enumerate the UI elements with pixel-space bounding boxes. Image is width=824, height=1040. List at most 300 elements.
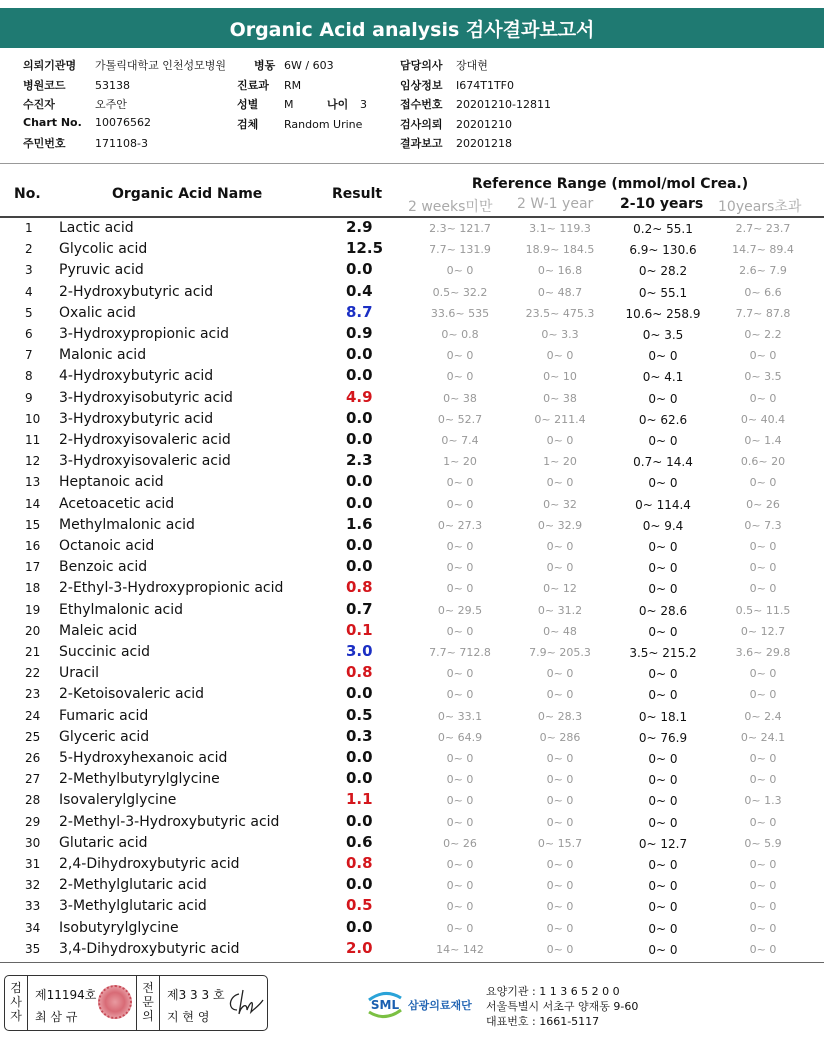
ref-range-2-10y: 0~ 0 [648, 582, 678, 597]
row-number: 8 [25, 369, 33, 384]
ref-range-2w-1y: 0~ 0 [546, 921, 574, 935]
ref-range-10y-plus: 0~ 0 [749, 900, 777, 914]
ref-range-10y-plus: 0~ 0 [749, 391, 777, 405]
ref-range-2weeks: 0~ 33.1 [437, 709, 483, 723]
ref-range-2weeks: 0~ 0 [446, 370, 474, 384]
row-number: 14 [25, 496, 41, 511]
table-row [0, 387, 824, 408]
ref-range-2w-1y: 23.5~ 475.3 [525, 306, 595, 320]
ref-range-2-10y: 0~ 0 [648, 349, 678, 364]
ref-range-2w-1y: 0~ 0 [546, 879, 574, 893]
table-row [0, 450, 824, 471]
row-number: 34 [25, 920, 41, 935]
ref-range-10y-plus: 0~ 0 [749, 879, 777, 893]
ref-range-2weeks: 0~ 0.8 [441, 328, 479, 341]
result-value: 0.5 [346, 705, 373, 724]
result-value: 2.9 [346, 218, 373, 236]
result-value: 0.0 [346, 345, 373, 364]
table-row [0, 620, 824, 641]
result-value: 0.0 [346, 472, 373, 491]
ref-range-2w-1y: 0~ 0 [546, 794, 574, 808]
table-row [0, 344, 824, 365]
ref-range-10y-plus: 0~ 0 [749, 582, 777, 596]
divider [159, 976, 160, 1030]
ref-range-2weeks: 0~ 7.4 [441, 434, 479, 447]
ref-range-2-10y: 0~ 0 [648, 752, 678, 766]
row-number: 6 [25, 327, 33, 341]
row-number: 13 [25, 475, 41, 490]
ref-range-2weeks: 0~ 0 [446, 688, 474, 702]
ref-range-10y-plus: 0~ 0 [749, 942, 777, 956]
ref-range-2w-1y: 1~ 20 [543, 455, 577, 469]
row-number: 35 [25, 941, 41, 956]
table-row [0, 365, 824, 386]
result-value: 1.1 [346, 790, 373, 809]
ref-range-2weeks: 7.7~ 131.9 [429, 243, 491, 257]
row-number: 30 [25, 835, 41, 850]
acid-name: 5-Hydroxyhexanoic acid [59, 750, 228, 766]
examiner-label: 검 사 자 [10, 981, 22, 1023]
ref-range-2-10y: 0~ 0 [648, 688, 678, 703]
table-row [0, 726, 824, 747]
ref-range-2-10y: 0~ 28.2 [638, 264, 688, 279]
resident-number: 주민번호 171108-3 [23, 137, 148, 150]
specialist-label: 전 문 의 [142, 981, 154, 1023]
table-row [0, 535, 824, 556]
seal-stamp [98, 985, 132, 1019]
ref-range-2-10y: 0.7~ 14.4 [633, 455, 693, 470]
ref-range-10y-plus: 0~ 0 [749, 773, 777, 787]
acid-name: Heptanoic acid [59, 474, 164, 491]
ref-range-2w-1y: 0~ 0 [546, 434, 574, 447]
ref-range-2-10y: 0~ 0 [648, 815, 678, 830]
ref-range-2w-1y: 0~ 0 [546, 349, 574, 363]
acid-name: Maleic acid [59, 622, 138, 639]
result-value: 0.0 [346, 536, 373, 554]
ref-range-10y-plus: 0~ 6.6 [744, 285, 782, 299]
result-value: 0.0 [346, 366, 373, 385]
acid-name: Methylmalonic acid [59, 516, 195, 533]
ref-range-2-10y: 0~ 0 [648, 879, 678, 894]
ref-range-2weeks: 0~ 29.5 [437, 603, 483, 617]
row-number: 4 [25, 284, 33, 299]
ref-range-2-10y: 0~ 55.1 [638, 285, 688, 300]
patient-info [0, 52, 824, 162]
ref-range-2-10y: 0~ 0 [648, 858, 678, 872]
ref-range-2-10y: 0~ 4.1 [642, 370, 684, 385]
footer-divider [0, 962, 824, 963]
ref-range-2weeks: 0~ 0 [446, 476, 474, 490]
table-row [0, 641, 824, 662]
result-value: 0.0 [346, 917, 373, 936]
table-row [0, 747, 824, 768]
patient-name: 수진자 오주안 [23, 98, 127, 111]
ref-range-2-10y: 0~ 0 [648, 434, 678, 448]
result-value: 2.3 [346, 451, 373, 470]
row-number: 1 [25, 221, 33, 235]
ref-range-2weeks: 33.6~ 535 [430, 306, 490, 320]
ref-range-10y-plus: 0~ 5.9 [744, 836, 782, 850]
table-row [0, 705, 824, 726]
ref-range-2w-1y: 0~ 211.4 [534, 412, 586, 426]
row-number: 21 [25, 645, 41, 659]
row-number: 24 [25, 708, 41, 723]
ref-range-2-10y: 0~ 62.6 [638, 412, 688, 427]
ref-range-10y-plus: 0~ 0 [749, 858, 777, 871]
ref-range-2weeks: 0~ 0 [446, 752, 474, 765]
specialist-number: 제3 3 3 호 [167, 988, 225, 1002]
ref-range-2weeks: 0~ 0 [446, 561, 474, 575]
acid-name: 2-Methylglutaric acid [59, 877, 207, 894]
ref-range-2w-1y: 0~ 0 [546, 540, 574, 553]
ref-range-2-10y: 0~ 0 [648, 773, 678, 788]
ref-range-2-10y: 0~ 9.4 [642, 518, 684, 533]
ref-range-2-10y: 0~ 0 [648, 561, 678, 576]
acid-name: Isovalerylglycine [59, 792, 177, 809]
care-number: 요양기관 : 1 1 3 6 5 2 0 0 [486, 985, 620, 998]
ref-col-2weeks: 2 weeks미만 [408, 199, 493, 215]
ref-range-10y-plus: 0.6~ 20 [740, 455, 786, 469]
ref-range-10y-plus: 0~ 0 [749, 688, 777, 702]
ref-range-2w-1y: 0~ 28.3 [537, 709, 583, 723]
ref-col-10y-plus: 10years초과 [718, 199, 802, 215]
row-number: 18 [25, 581, 41, 596]
institution: 의뢰기관명 가톨릭대학교 인천성모병원 [23, 59, 227, 72]
acid-name: Ethylmalonic acid [59, 601, 184, 618]
row-number: 11 [25, 433, 41, 447]
ref-range-2-10y: 6.9~ 130.6 [629, 243, 697, 258]
table-row [0, 514, 824, 535]
acid-name: 3-Methylglutaric acid [59, 898, 207, 915]
result-value: 0.9 [346, 324, 373, 342]
acid-name: 2,4-Dihydroxybutyric acid [59, 856, 240, 872]
table-row [0, 429, 824, 450]
ref-range-2w-1y: 0~ 3.3 [541, 328, 579, 341]
ref-range-2w-1y: 0~ 0 [546, 561, 574, 575]
table-row [0, 768, 824, 789]
acid-name: Isobutyrylglycine [59, 919, 179, 936]
result-value: 0.0 [346, 748, 373, 766]
result-value: 0.4 [346, 281, 373, 300]
acid-name: 3-Hydroxypropionic acid [59, 326, 230, 342]
ref-range-10y-plus: 0~ 0 [749, 476, 777, 490]
ref-range-2weeks: 0~ 27.3 [437, 518, 483, 532]
table-row [0, 302, 824, 323]
ref-range-10y-plus: 0~ 2.4 [744, 709, 782, 723]
ref-range-10y-plus: 7.7~ 87.8 [735, 306, 791, 320]
ref-range-10y-plus: 0~ 1.4 [744, 434, 782, 447]
ref-range-2-10y: 0~ 76.9 [638, 730, 688, 745]
ref-range-2-10y: 0~ 12.7 [638, 836, 688, 851]
row-number: 20 [25, 623, 41, 638]
column-header-name: Organic Acid Name [112, 186, 263, 202]
ref-range-2weeks: 0~ 0 [446, 858, 474, 871]
ref-range-2w-1y: 0~ 0 [546, 688, 574, 702]
divider [136, 976, 137, 1030]
ref-range-2weeks: 0~ 0 [446, 349, 474, 363]
org-name: 삼광의료재단 [408, 999, 472, 1012]
row-number: 33 [25, 899, 41, 914]
ref-range-10y-plus: 0~ 0 [749, 752, 777, 765]
row-number: 17 [25, 560, 41, 575]
ref-range-2w-1y: 0~ 48.7 [537, 285, 583, 299]
table-row [0, 917, 824, 938]
ref-range-2-10y: 3.5~ 215.2 [629, 646, 697, 660]
result-value: 4.9 [346, 387, 373, 406]
table-row [0, 281, 824, 302]
ref-range-2weeks: 0~ 0 [446, 497, 474, 511]
ref-range-2w-1y: 0~ 0 [546, 752, 574, 765]
ref-range-2weeks: 0~ 0 [446, 264, 474, 278]
ref-range-10y-plus: 14.7~ 89.4 [732, 243, 794, 257]
table-row [0, 789, 824, 810]
ref-range-10y-plus: 0~ 0 [749, 540, 777, 553]
acid-name: Fumaric acid [59, 707, 149, 724]
acid-name: Glycolic acid [59, 241, 148, 258]
ref-range-2weeks: 0~ 0 [446, 794, 474, 808]
table-row [0, 493, 824, 514]
ref-range-2-10y: 0~ 0 [648, 391, 678, 406]
acid-name: 2-Methyl-3-Hydroxybutyric acid [59, 813, 280, 830]
ref-range-10y-plus: 0~ 0 [749, 561, 777, 575]
signature-box [4, 975, 268, 1031]
ref-range-10y-plus: 0~ 0 [749, 921, 777, 935]
address: 서울특별시 서초구 양재동 9-60 [486, 1000, 639, 1013]
row-number: 31 [25, 857, 41, 871]
result-value: 0.0 [346, 408, 373, 427]
acid-name: Octanoic acid [59, 538, 155, 554]
acid-name: 3-Hydroxyisobutyric acid [59, 389, 233, 406]
row-number: 10 [25, 411, 41, 426]
result-value: 8.7 [346, 302, 373, 321]
ref-range-10y-plus: 0~ 24.1 [740, 730, 786, 744]
ref-range-2w-1y: 0~ 48 [543, 624, 577, 638]
ref-range-10y-plus: 0~ 3.5 [744, 370, 782, 384]
ref-range-10y-plus: 0~ 7.3 [744, 518, 782, 532]
ref-range-2weeks: 0~ 52.7 [437, 412, 483, 426]
result-value: 2.0 [346, 938, 373, 957]
ref-range-2weeks: 0~ 0 [446, 900, 474, 914]
ref-col-2w-1y: 2 W-1 year [517, 196, 594, 212]
acid-name: 2-Ketoisovaleric acid [59, 686, 205, 703]
result-value: 0.8 [346, 663, 373, 682]
result-value: 0.0 [346, 769, 373, 788]
ref-range-2w-1y: 18.9~ 184.5 [525, 243, 595, 257]
ref-range-2weeks: 0~ 0 [446, 879, 474, 893]
ref-range-10y-plus: 0~ 26 [746, 497, 780, 511]
ref-range-10y-plus: 0~ 40.4 [740, 412, 786, 426]
row-number: 5 [25, 305, 33, 320]
doctor: 담당의사 장대현 [400, 59, 488, 72]
request-date: 검사의뢰 20201210 [400, 118, 512, 131]
ref-range-2w-1y: 0~ 0 [546, 476, 574, 490]
org-contact [486, 984, 638, 1029]
result-value: 0.0 [346, 557, 373, 576]
row-number: 22 [25, 666, 41, 681]
divider [0, 163, 824, 164]
acid-name: Oxalic acid [59, 304, 136, 321]
result-value: 0.8 [346, 854, 373, 872]
ref-range-2-10y: 0~ 0 [648, 921, 678, 936]
acid-name: Pyruvic acid [59, 262, 144, 279]
specialist-name: 지 현 영 [167, 1010, 210, 1024]
acid-name: Lactic acid [59, 220, 134, 236]
table-row [0, 832, 824, 853]
table-row [0, 323, 824, 344]
ref-range-2weeks: 0~ 0 [446, 773, 474, 787]
table-row [0, 662, 824, 683]
clinical-info: 임상정보 I674T1TF0 [400, 79, 515, 92]
ref-range-2w-1y: 0~ 0 [546, 667, 574, 681]
ref-range-2-10y: 0~ 18.1 [638, 709, 688, 724]
ref-range-2weeks: 1~ 20 [443, 455, 477, 469]
column-header-result: Result [332, 186, 383, 202]
examiner-name: 최 삼 규 [35, 1010, 78, 1024]
ref-range-2-10y: 0~ 0 [648, 942, 678, 957]
ref-range-10y-plus: 2.6~ 7.9 [739, 264, 787, 278]
ref-range-2-10y: 0~ 0 [648, 794, 678, 809]
result-value: 0.3 [346, 726, 373, 745]
ref-range-10y-plus: 0~ 2.2 [744, 328, 782, 341]
age: 나이 3 [327, 98, 367, 111]
ref-range-2w-1y: 0~ 15.7 [537, 836, 583, 850]
chart-number: Chart No. 10076562 [23, 116, 151, 129]
ref-range-2-10y: 0~ 3.5 [642, 328, 684, 342]
acid-name: 3-Hydroxybutyric acid [59, 410, 214, 427]
ref-range-2w-1y: 0~ 0 [546, 942, 574, 956]
row-number: 7 [25, 348, 33, 363]
ref-range-2-10y: 0.2~ 55.1 [633, 222, 693, 236]
row-number: 29 [25, 814, 41, 829]
ref-range-2weeks: 2.3~ 121.7 [429, 222, 491, 235]
ref-range-2weeks: 0~ 0 [446, 540, 474, 553]
result-value: 1.6 [346, 514, 373, 533]
ref-range-2w-1y: 0~ 10 [543, 370, 577, 384]
svg-text:SML: SML [370, 998, 400, 1012]
ward: 병동 6W / 603 [254, 59, 334, 72]
table-row [0, 556, 824, 577]
column-header-no: No. [14, 186, 41, 202]
acid-name: Glutaric acid [59, 834, 148, 851]
result-value: 0.1 [346, 620, 373, 639]
acid-name: Malonic acid [59, 347, 147, 364]
table-row [0, 853, 824, 874]
ref-range-10y-plus: 2.7~ 23.7 [735, 222, 791, 235]
ref-range-2weeks: 0~ 0 [446, 582, 474, 596]
result-value: 0.5 [346, 896, 373, 915]
sml-logo-icon [365, 988, 405, 1020]
hospital-code: 병원코드 53138 [23, 79, 130, 92]
row-number: 27 [25, 772, 41, 787]
ref-range-10y-plus: 0~ 12.7 [740, 624, 786, 638]
result-value: 0.8 [346, 578, 373, 597]
acid-name: 3-Hydroxyisovaleric acid [59, 453, 231, 470]
row-number: 32 [25, 878, 41, 893]
ref-range-2-10y: 0~ 0 [648, 624, 678, 639]
table-row [0, 599, 824, 620]
ref-range-10y-plus: 0.5~ 11.5 [735, 603, 791, 617]
ref-range-2weeks: 0~ 64.9 [437, 730, 483, 744]
result-value: 3.0 [346, 642, 373, 660]
ref-range-2weeks: 0~ 38 [443, 391, 477, 405]
acid-name: Uracil [59, 665, 100, 682]
acid-name: 2-Hydroxyisovaleric acid [59, 432, 231, 448]
row-number: 23 [25, 687, 41, 702]
ref-range-2w-1y: 0~ 0 [546, 773, 574, 787]
table-row [0, 811, 824, 832]
ref-range-2weeks: 0~ 0 [446, 921, 474, 935]
result-value: 0.0 [346, 684, 373, 703]
ref-range-2w-1y: 0~ 12 [543, 582, 577, 596]
ref-range-2w-1y: 3.1~ 119.3 [529, 222, 591, 235]
table-row [0, 895, 824, 916]
ref-range-10y-plus: 0~ 0 [749, 667, 777, 681]
ref-range-2weeks: 0~ 0 [446, 667, 474, 681]
result-value: 0.0 [346, 430, 373, 448]
result-value: 12.5 [346, 239, 384, 258]
table-row [0, 577, 824, 598]
table-row [0, 874, 824, 895]
result-value: 0.0 [346, 493, 373, 512]
phone-number: 대표번호 : 1661-5117 [486, 1015, 600, 1028]
receipt-number: 접수번호 20201210-12811 [400, 98, 551, 111]
row-number: 15 [25, 517, 41, 532]
ref-range-2-10y: 0~ 0 [648, 900, 678, 915]
signature-icon [225, 988, 265, 1018]
ref-range-10y-plus: 3.6~ 29.8 [735, 646, 791, 659]
ref-range-2w-1y: 0~ 31.2 [537, 603, 583, 617]
result-value: 0.0 [346, 260, 373, 279]
ref-range-2-10y: 0~ 114.4 [635, 497, 691, 512]
acid-name: Benzoic acid [59, 559, 148, 576]
table-row [0, 259, 824, 280]
table-row [0, 471, 824, 492]
ref-range-2w-1y: 0~ 32.9 [537, 518, 583, 532]
acid-name: 3,4-Dihydroxybutyric acid [59, 940, 240, 957]
ref-range-2w-1y: 0~ 38 [543, 391, 577, 405]
ref-range-2-10y: 10.6~ 258.9 [625, 306, 701, 321]
result-value: 0.0 [346, 875, 373, 894]
ref-range-2weeks: 7.7~ 712.8 [429, 646, 491, 659]
ref-range-2-10y: 0~ 0 [648, 667, 678, 682]
ref-range-2weeks: 0~ 0 [446, 624, 474, 638]
ref-range-2weeks: 0~ 0 [446, 815, 474, 829]
row-number: 9 [25, 390, 33, 405]
row-number: 16 [25, 539, 41, 553]
table-row [0, 408, 824, 429]
ref-range-10y-plus: 0~ 0 [749, 815, 777, 829]
ref-range-2w-1y: 0~ 0 [546, 900, 574, 914]
table-row [0, 238, 824, 259]
ref-range-2w-1y: 7.9~ 205.3 [529, 646, 591, 659]
row-number: 28 [25, 793, 41, 808]
sex: 성별 M [237, 98, 294, 111]
column-header-reference: Reference Range (mmol/mol Crea.) [471, 176, 749, 192]
report-date: 결과보고 20201218 [400, 137, 512, 150]
acid-name: Acetoacetic acid [59, 495, 175, 512]
table-row [0, 217, 824, 238]
ref-range-2weeks: 0.5~ 32.2 [432, 285, 488, 299]
result-value: 0.7 [346, 599, 373, 618]
ref-col-2-10y: 2-10 years [620, 196, 704, 212]
row-number: 25 [25, 729, 41, 744]
ref-range-2w-1y: 0~ 0 [546, 815, 574, 829]
acid-name: 2-Hydroxybutyric acid [59, 283, 214, 300]
specimen: 검체 Random Urine [237, 118, 363, 131]
ref-range-2w-1y: 0~ 32 [543, 497, 577, 511]
divider [27, 976, 28, 1030]
acid-name: Succinic acid [59, 644, 151, 660]
